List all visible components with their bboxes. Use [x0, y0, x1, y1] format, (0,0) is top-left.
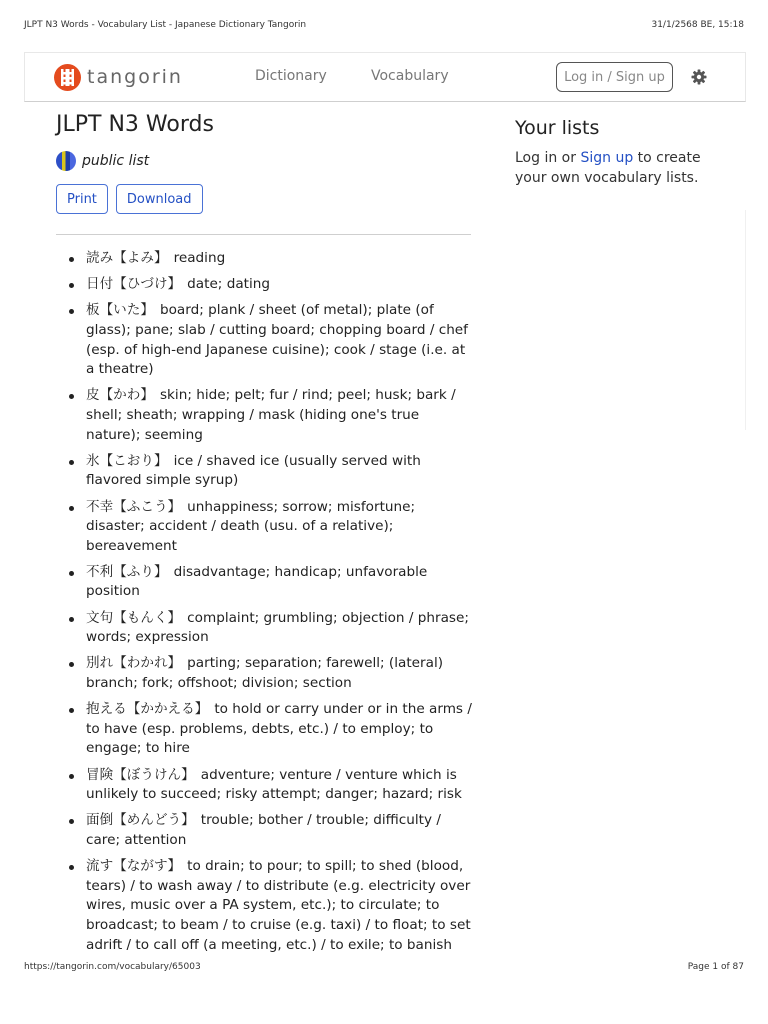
list-item — [56, 811, 472, 850]
list-item — [56, 249, 472, 269]
print-page-title: JLPT N3 Words - Vocabulary List - Japanese Dictionary Tangorin — [24, 20, 307, 30]
main-content — [56, 112, 472, 962]
list-item — [56, 766, 472, 805]
word-japanese[interactable]: 面倒【めんどう】 — [86, 812, 195, 829]
word-definition: unhappiness; sorrow; misfortune; disaster; accident / death (usu. of a relative); bereavement — [86, 498, 416, 554]
nav-dictionary-link[interactable]: Dictionary — [255, 68, 327, 84]
word-definition: disadvantage; handicap; unfavorable position — [86, 563, 428, 600]
print-button[interactable]: Print — [56, 184, 108, 214]
word-definition: date; dating — [187, 276, 271, 293]
print-url: https://tangorin.com/vocabulary/65003 — [24, 962, 201, 972]
list-item — [56, 609, 472, 648]
print-page-number: Page 1 of 87 — [687, 962, 744, 972]
login-signup-button[interactable]: Log in / Sign up — [556, 62, 673, 92]
word-list — [56, 249, 472, 955]
word-japanese[interactable]: 皮【かわ】 — [86, 387, 154, 404]
page-title: JLPT N3 Words — [56, 112, 214, 137]
download-button[interactable]: Download — [116, 184, 203, 214]
word-definition: ice / shaved ice (usually served with flavored simple syrup) — [86, 452, 421, 489]
word-definition: skin; hide; pelt; fur / rind; peel; husk; bark / shell; sheath; wrapping / mask (hiding one's true nature); seeming — [86, 387, 456, 443]
action-buttons — [56, 184, 472, 214]
signup-link[interactable]: Sign up — [580, 150, 634, 166]
sidebar-text — [515, 149, 725, 188]
list-item — [56, 700, 472, 759]
sidebar-text-before: Log in or — [515, 150, 581, 166]
print-header — [24, 20, 744, 32]
word-japanese[interactable]: 板【いた】 — [86, 302, 154, 319]
word-definition: to hold or carry under or in the arms / to have (esp. problems, debts, etc.) / to employ; to engage; to hire — [86, 701, 472, 757]
word-japanese[interactable]: 不利【ふり】 — [86, 563, 168, 580]
list-item — [56, 452, 472, 491]
word-definition: board; plank / sheet (of metal); plate (of glass); pane; slab / cutting board; chopping board / chef (esp. of high-end Japanese cuisine); cook / stage (i.e. at a theatre) — [86, 302, 468, 378]
word-definition: trouble; bother / trouble; difficulty / care; attention — [86, 812, 441, 848]
avatar — [56, 151, 76, 171]
list-item — [56, 857, 472, 955]
list-item — [56, 301, 472, 379]
word-japanese[interactable]: 氷【こおり】 — [86, 452, 168, 469]
gear-icon[interactable] — [690, 68, 708, 86]
logo[interactable] — [54, 63, 183, 91]
divider — [56, 234, 471, 235]
print-footer — [24, 962, 744, 974]
sidebar-text-after: to create your own vocabulary lists. — [515, 150, 701, 186]
word-japanese[interactable]: 不幸【ふこう】 — [86, 498, 182, 515]
word-definition: complaint; grumbling; objection / phrase; words; expression — [86, 609, 469, 646]
word-definition: parting; separation; farewell; (lateral) branch; fork; offshoot; division; section — [86, 655, 444, 692]
word-japanese[interactable]: 別れ【わかれ】 — [86, 655, 182, 672]
word-japanese[interactable]: 日付【ひづけ】 — [86, 276, 182, 293]
list-owner — [56, 151, 472, 171]
word-japanese[interactable]: 流す【ながす】 — [86, 858, 182, 875]
word-japanese[interactable]: 冒険【ぼうけん】 — [86, 766, 195, 783]
list-item — [56, 563, 472, 602]
logo-icon — [54, 64, 81, 91]
word-definition: adventure; venture / venture which is unlikely to succeed; risky attempt; danger; hazard; risk — [86, 766, 462, 803]
list-item — [56, 386, 472, 445]
list-item — [56, 275, 472, 295]
logo-text: tangorin — [87, 66, 183, 88]
word-japanese[interactable]: 読み【よみ】 — [86, 250, 168, 266]
sidebar-title: Your lists — [515, 117, 600, 139]
word-japanese[interactable]: 文句【もんく】 — [86, 609, 182, 626]
word-japanese[interactable]: 抱える【かかえる】 — [86, 701, 209, 718]
ad-frame — [515, 210, 746, 430]
nav-vocabulary-link[interactable]: Vocabulary — [371, 68, 449, 84]
sidebar — [515, 117, 725, 188]
list-item — [56, 498, 472, 557]
print-date: 31/1/2568 BE, 15:18 — [651, 20, 744, 30]
list-item — [56, 654, 472, 693]
word-definition: to drain; to pour; to spill; to shed (blood, tears) / to wash away / to distribute (e.g. electricity over wires, music over a PA system, etc.); to circulate; to broadcast; to beam / to cruise (e.g. taxi) / to float; to set adrift / to call off (a meeting, etc.) / to exile; to banish — [86, 858, 471, 953]
navbar — [24, 52, 746, 102]
word-definition: reading — [173, 250, 226, 266]
list-visibility: public list — [82, 153, 150, 169]
